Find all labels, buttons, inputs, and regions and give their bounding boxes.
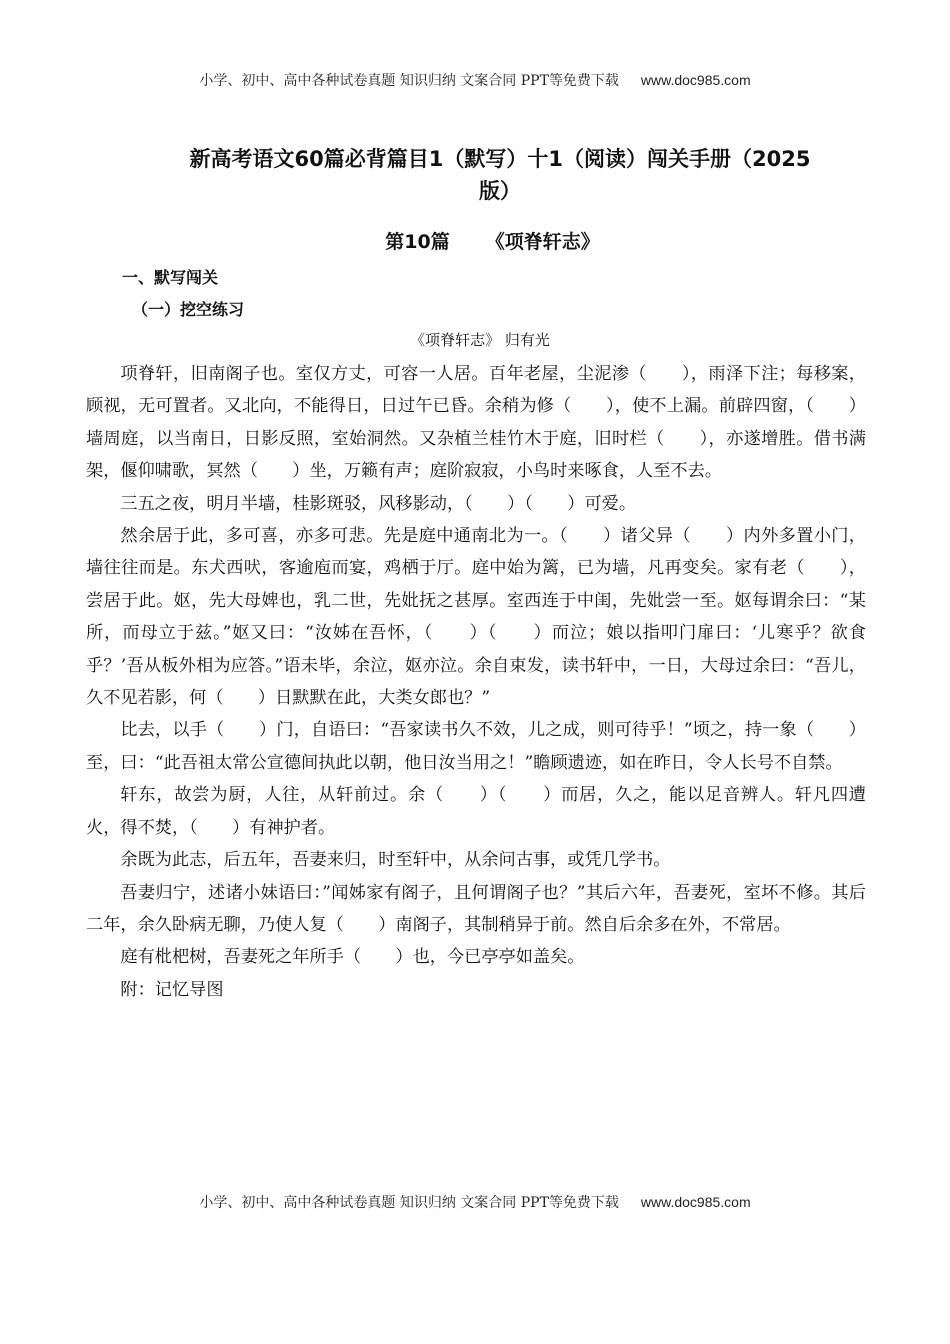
section-heading-1: 一、默写闯关 [122, 268, 219, 287]
work-title: 《项脊轩志》 归有光 [410, 331, 550, 349]
page-header [0, 70, 950, 90]
chapter-name: 《项脊轩志》 [485, 231, 600, 253]
paragraph: 吾妻归宁，述诸小妹语曰：”闻姊家有阁子，且何谓阁子也？”其后六年，吾妻死，室坏不修。其后二年，余久卧病无聊，乃使人复（ ）南阁子，其制稍异于前。然自后余多在外，不常居。 [86, 882, 866, 935]
paragraph: 轩东，故尝为厨，人往，从轩前过。余（ ）（ ）而居，久之，能以足音辨人。轩凡四遭火，得不焚，（ ）有神护者。 [86, 785, 866, 838]
header-url[interactable]: www.doc985.com [640, 72, 751, 88]
footer-text: 小学、初中、高中各种试卷真题 知识归纳 文案合同 PPT等免费下载 [199, 1195, 619, 1211]
page-footer [0, 1192, 950, 1212]
document-title [120, 143, 880, 207]
footer-url[interactable]: www.doc985.com [640, 1194, 751, 1210]
chapter-number: 第10篇 [385, 231, 450, 253]
paragraph: 然余居于此，多可喜，亦多可悲。先是庭中通南北为一。（ ）诸父异（ ）内外多置小门，墙往往而是。东犬西吠，客逾庖而宴，鸡栖于厅。庭中始为篱，已为墙，凡再变矣。家有老（ ），尝居于此。妪，先大母婢也，乳二世，先妣抚之甚厚。室西连于中闺，先妣尝一至。妪每谓余曰：“某所，而母立于兹。”妪又曰：“汝姊在吾怀，（ ）（ ）而泣；娘以指叩门扉曰：‘儿寒乎？欲食乎？’吾从板外相为应答。”语未毕，余泣，妪亦泣。余自束发，读书轩中，一日，大母过余曰：“吾儿，久不见若影，何（ ）日默默在此，大类女郎也？” [86, 526, 866, 709]
appendix-label: 附：记忆导图 [120, 979, 224, 1000]
paragraph: 余既为此志，后五年，吾妻来归，时至轩中，从余问古事，或凭几学书。 [120, 850, 671, 871]
paragraph: 比去，以手（ ）门，自语曰：“吾家读书久不效，儿之成，则可待乎！”顷之，持一象（ ）至，曰：“此吾祖太常公宣德间执此以朝，他日汝当用之！”瞻顾遗迹，如在昨日，令人长号不自禁。 [86, 720, 866, 773]
title-line-1: 新高考语文60篇必背篇目1（默写）十1（阅读）闯关手册（2025 [189, 147, 811, 171]
paragraph: 庭有枇杷树，吾妻死之年所手（ ）也，今已亭亭如盖矣。 [120, 947, 585, 968]
chapter-subtitle [0, 227, 950, 254]
paragraph: 项脊轩，旧南阁子也。室仅方丈，可容一人居。百年老屋，尘泥渗（ ），雨泽下注；每移案，顾视，无可置者。又北向，不能得日，日过午已昏。余稍为修（ ），使不上漏。前辟四窗，（ ）墙周庭，以当南日，日影反照，室始洞然。又杂植兰桂竹木于庭，旧时栏（ ），亦遂增胜。借书满架，偃仰啸歌，冥然（ ）坐，万籁有声；庭阶寂寂，小鸟时来啄食，人至不去。 [86, 364, 866, 482]
section-heading-2: （一）挖空练习 [132, 300, 245, 319]
title-line-2: 版） [479, 179, 521, 203]
header-text: 小学、初中、高中各种试卷真题 知识归纳 文案合同 PPT等免费下载 [199, 73, 619, 89]
passage-body [86, 358, 866, 1006]
paragraph: 三五之夜，明月半墙，桂影斑驳，风移影动，（ ）（ ）可爱。 [120, 493, 637, 514]
